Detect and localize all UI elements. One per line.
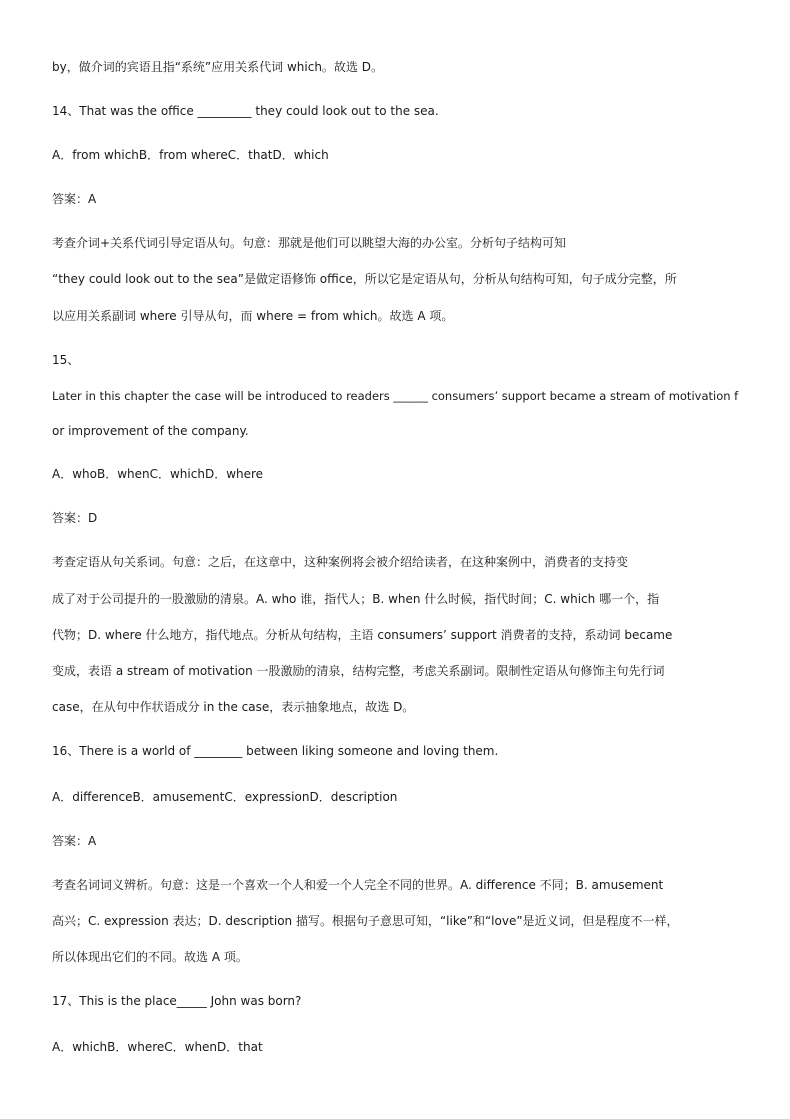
- explanation-15-line5: case，在从句中作状语成分 in the case，表示抽象地点，故选 D。: [52, 700, 415, 714]
- options-14: A．from whichB．from whereC．thatD．which: [52, 148, 329, 162]
- explanation-15-line2: 成了对于公司提升的一股激励的清泉。A. who 谁，指代人；B. when 什么时候，指代时间；C. which 哪一个，指: [52, 592, 660, 606]
- explanation-14-line1: 考查介词+关系代词引导定语从句。句意：那就是他们可以眺望大海的办公室。分析句子结构可知: [52, 236, 567, 250]
- question-16: 16、There is a world of ________ between liking someone and loving them.: [52, 744, 499, 758]
- answer-15: 答案：D: [52, 511, 98, 525]
- explanation-16-line3: 所以体现出它们的不同。故选 A 项。: [52, 950, 248, 964]
- explanation-16-line2: 高兴；C. expression 表达；D. description 描写。根据句子意思可知，“like”和“love”是近义词，但是程度不一样，: [52, 914, 679, 928]
- question-14: 14、That was the office _________ they could look out to the sea.: [52, 104, 439, 118]
- explanation-14-line3: 以应用关系副词 where 引导从句，而 where = from which。故选 A 项。: [52, 309, 454, 323]
- options-15: A．whoB．whenC．whichD．where: [52, 467, 264, 481]
- question-15-number: 15、: [52, 353, 80, 367]
- answer-16: 答案：A: [52, 834, 97, 848]
- options-16: A．differenceB．amusementC．expressionD．description: [52, 790, 398, 804]
- question-15-line1: Later in this chapter the case will be introduced to readers ______ consumers’ support became a stream of motivation f: [52, 389, 739, 403]
- question-17: 17、This is the place_____ John was born?: [52, 994, 302, 1008]
- explanation-15-line4: 变成，表语 a stream of motivation 一股激励的清泉，结构完整，考虑关系副词。限制性定语从句修饰主句先行词: [52, 664, 665, 678]
- explanation-15-line1: 考查定语从句关系词。句意：之后，在这章中，这种案例将会被介绍给读者，在这种案例中，消费者的支持变: [52, 555, 629, 569]
- explanation-16-line1: 考查名词词义辨析。句意：这是一个喜欢一个人和爱一个人完全不同的世界。A. difference 不同；B. amusement: [52, 878, 664, 892]
- answer-14: 答案：A: [52, 192, 97, 206]
- explanation-14-line2: “they could look out to the sea”是做定语修饰 office，所以它是定语从句，分析从句结构可知，句子成分完整，所: [52, 272, 677, 286]
- explanation-13-end: by，做介词的宾语且指“系统”应用关系代词 which。故选 D。: [52, 60, 383, 74]
- question-15-line2: or improvement of the company.: [52, 424, 249, 438]
- explanation-15-line3: 代物；D. where 什么地方，指代地点。分析从句结构，主语 consumers’ support 消费者的支持，系动词 became: [52, 628, 673, 642]
- options-17: A．whichB．whereC．whenD．that: [52, 1040, 263, 1054]
